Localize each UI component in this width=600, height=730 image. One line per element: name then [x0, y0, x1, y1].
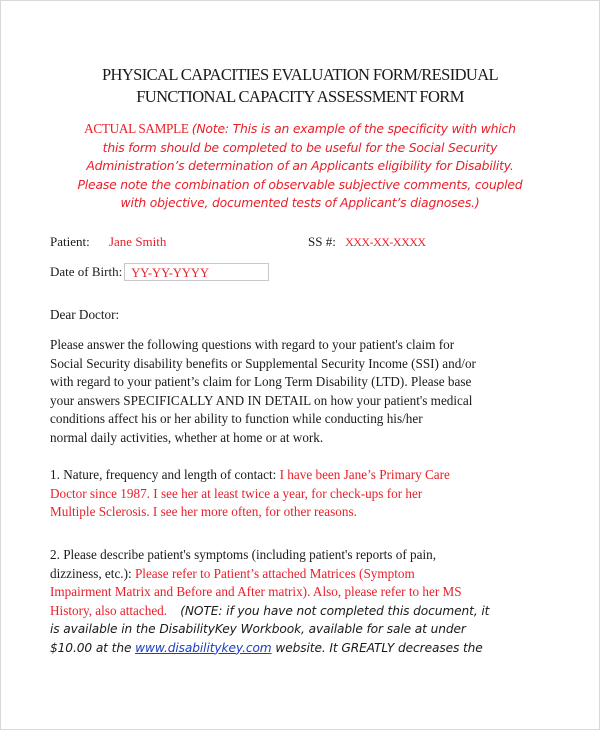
intro-line-4: your answers SPECIFICALLY AND IN DETAIL on how your patient's medical: [50, 392, 473, 408]
patient-value[interactable]: Jane Smith: [108, 234, 167, 249]
question-2-answer-line-4: History, also attached.: [50, 602, 168, 618]
dob-label: Date of Birth:: [50, 264, 123, 279]
question-1-answer-start: I have been Jane’s Primary Care: [279, 467, 450, 482]
form-title-line-2: FUNCTIONAL CAPACITY ASSESSMENT FORM: [136, 87, 464, 106]
form-title-line-1: PHYSICAL CAPACITIES EVALUATION FORM/RESIDUAL: [101, 65, 499, 84]
sample-note: [41, 120, 559, 213]
question-2-prompt-line-1: 2. Please describe patient's symptoms (including patient's reports of pain,: [50, 547, 437, 562]
workbook-note-line-1: (NOTE: if you have not completed this document, it: [180, 603, 490, 618]
question-2: [50, 546, 550, 657]
form-title: [1, 64, 599, 108]
sample-label: ACTUAL SAMPLE: [84, 121, 189, 136]
ss-value[interactable]: XXX-XX-XXXX: [345, 235, 426, 249]
workbook-note-line-3-post: website. It GREATLY decreases the: [275, 640, 483, 655]
ss-label: SS #:: [308, 234, 336, 249]
intro-line-5: conditions affect his or her ability to function while conducting his/her: [50, 411, 423, 426]
question-1-answer-line-2: Doctor since 1987. I see her at least twice a year, for check-ups for her: [50, 485, 423, 501]
question-1: [50, 466, 550, 522]
patient-field: [50, 234, 166, 250]
note-line-4: Please note the combination of observable subjective comments, coupled: [77, 176, 523, 192]
disabilitykey-link[interactable]: www.disabilitykey.com: [135, 640, 272, 655]
intro-line-2: Social Security disability benefits or Supplemental Security Income (SSI) and/or: [50, 355, 476, 371]
question-1-answer-line-3: Multiple Sclerosis. I see her more often, for other reasons.: [50, 504, 357, 519]
note-line-3: Administration’s determination of an Applicants eligibility for Disability.: [86, 158, 514, 173]
patient-label: Patient:: [50, 234, 90, 249]
question-2-prompt-line-2: dizziness, etc.):: [50, 565, 132, 581]
intro-paragraph: [50, 336, 550, 447]
note-line-2: this form should be completed to be useful for the Social Security: [102, 139, 498, 155]
intro-line-6: normal daily activities, whether at home or at work.: [50, 429, 324, 445]
workbook-note-line-3-pre: $10.00 at the: [50, 640, 132, 655]
note-line-1: (Note: This is an example of the specificity with which: [191, 121, 516, 136]
date-of-birth-field: [50, 263, 269, 281]
question-2-answer-line-3: Impairment Matrix and Before and After matrix). Also, please refer to her MS: [50, 584, 462, 599]
dob-input[interactable]: YY-YY-YYYY: [124, 263, 269, 281]
question-2-answer-line-2: Please refer to Patient’s attached Matrices (Symptom: [134, 565, 415, 581]
intro-line-3: with regard to your patient’s claim for Long Term Disability (LTD). Please base: [50, 374, 472, 389]
note-line-5: with objective, documented tests of Applicant’s diagnoses.): [120, 195, 480, 210]
intro-line-1: Please answer the following questions with regard to your patient's claim for: [50, 337, 455, 352]
workbook-note-line-2: is available in the DisabilityKey Workbook, available for sale at under: [50, 622, 466, 636]
question-1-prompt: 1. Nature, frequency and length of contact:: [50, 467, 277, 482]
greeting: Dear Doctor:: [50, 307, 120, 322]
ss-number-field: [308, 234, 426, 250]
